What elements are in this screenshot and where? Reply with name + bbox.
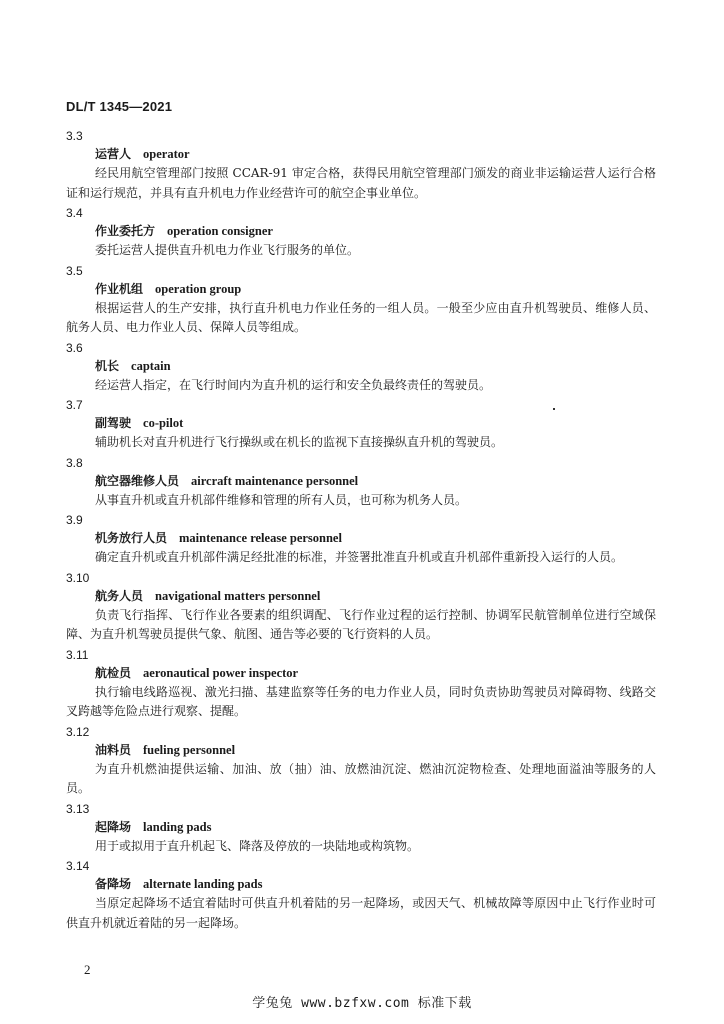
term-english: alternate landing pads [143,877,263,891]
term-english: captain [131,358,171,373]
term-entry-3-6 [66,340,656,396]
term-chinese: 起降场 [95,819,132,834]
term-english: co-pilot [143,416,184,430]
term-english: operation group [155,281,242,296]
term-definition: 用于或拟用于直升机起飞、降落及停放的一块陆地或构筑物。 [95,838,420,853]
term-definition: 负责飞行指挥、飞行作业各要素的组织调配、飞行作业过程的运行控制、协调军民航管制单位进行空域保障、为直升机驾驶员提供气象、航图、通告等必要的飞行资料的人员。 [66,607,656,641]
term-entry-3-11 [66,647,656,722]
term-definition: 当原定起降场不适宜着陆时可供直升机着陆的另一起降场，或因天气、机械故障等原因中止飞行作业时可供直升机就近着陆的另一起降场。 [66,896,656,930]
scan-speck [553,408,555,410]
clause-number: 3.4 [66,206,83,220]
term-chinese: 航检员 [95,665,132,680]
term-definitions [66,128,656,935]
term-chinese: 航务人员 [95,588,144,603]
clause-number: 3.5 [66,263,83,278]
clause-number: 3.12 [66,724,90,739]
term-entry-3-13 [66,801,656,857]
clause-number: 3.10 [66,570,90,585]
term-heading [95,279,656,299]
term-entry-3-7 [66,397,656,453]
term-heading [95,528,656,548]
term-chinese: 副驾驶 [95,416,132,430]
term-definition: 确定直升机或直升机部件满足经批准的标准，并签署批准直升机或直升机部件重新投入运行的人员。 [95,550,624,564]
clause-number: 3.11 [66,647,89,662]
term-heading [95,413,656,433]
term-heading [95,663,656,683]
watermark-footer: 学兔兔 www.bzfxw.com 标准下载 [252,996,472,1011]
term-definition: 从事直升机或直升机部件维修和管理的所有人员，也可称为机务人员。 [95,492,468,507]
term-english: fueling personnel [143,742,236,757]
term-definition: 执行输电线路巡视、激光扫描、基建监察等任务的电力作业人员，同时负责协助驾驶员对障碍物、线路交叉跨越等危险点进行观察、提醒。 [66,684,656,718]
term-entry-3-5 [66,263,656,338]
term-entry-3-9 [66,512,656,568]
clause-number: 3.8 [66,455,83,470]
term-heading [95,144,656,164]
term-heading [95,356,656,376]
term-chinese: 作业委托方 [95,224,156,238]
term-english: aeronautical power inspector [143,665,299,680]
term-chinese: 作业机组 [95,281,144,296]
term-entry-3-12 [66,724,656,799]
term-english: navigational matters personnel [155,588,321,603]
page-number: 2 [84,962,91,977]
clause-number: 3.9 [66,513,83,527]
term-heading [95,740,656,760]
term-english: operator [143,147,190,161]
term-chinese: 机长 [95,358,120,373]
clause-number: 3.3 [66,129,83,143]
term-entry-3-8 [66,455,656,511]
clause-number: 3.14 [66,859,90,873]
term-entry-3-14 [66,858,656,933]
term-definition: 为直升机燃油提供运输、加油、放（抽）油、放燃油沉淀、燃油沉淀物检查、处理地面溢油等服务的人员。 [66,761,656,795]
term-definition: 经运营人指定，在飞行时间内为直升机的运行和安全负最终责任的驾驶员。 [95,377,492,392]
clause-number: 3.6 [66,340,83,355]
term-heading [95,471,656,491]
term-heading [95,874,656,894]
term-heading [95,817,656,837]
term-definition: 根据运营人的生产安排，执行直升机电力作业任务的一组人员。一般至少应由直升机驾驶员、维修人员、航务人员、电力作业人员、保障人员等组成。 [66,300,656,334]
term-entry-3-10 [66,570,656,645]
term-definition: 委托运营人提供直升机电力作业飞行服务的单位。 [95,243,360,257]
term-english: landing pads [143,819,212,834]
term-definition: 辅助机长对直升机进行飞行操纵或在机长的监视下直接操纵直升机的驾驶员。 [95,435,504,449]
clause-number: 3.7 [66,398,83,412]
standard-code: DL/T 1345—2021 [66,99,173,114]
term-definition: 经民用航空管理部门按照 CCAR-91 审定合格，获得民用航空管理部门颁发的商业非运输运营人运行合格证和运行规范，并具有直升机电力作业经营许可的航空企事业单位。 [66,166,656,200]
term-chinese: 机务放行人员 [95,531,168,545]
term-entry-3-4 [66,205,656,261]
term-chinese: 备降场 [95,877,132,891]
term-entry-3-3 [66,128,656,203]
clause-number: 3.13 [66,801,90,816]
term-heading [95,221,656,241]
term-chinese: 运营人 [95,147,132,161]
term-english: operation consigner [167,224,273,238]
term-english: aircraft maintenance personnel [191,473,359,488]
term-chinese: 油料员 [95,742,132,757]
term-heading [95,586,656,606]
term-english: maintenance release personnel [179,531,342,545]
term-chinese: 航空器维修人员 [95,473,180,488]
